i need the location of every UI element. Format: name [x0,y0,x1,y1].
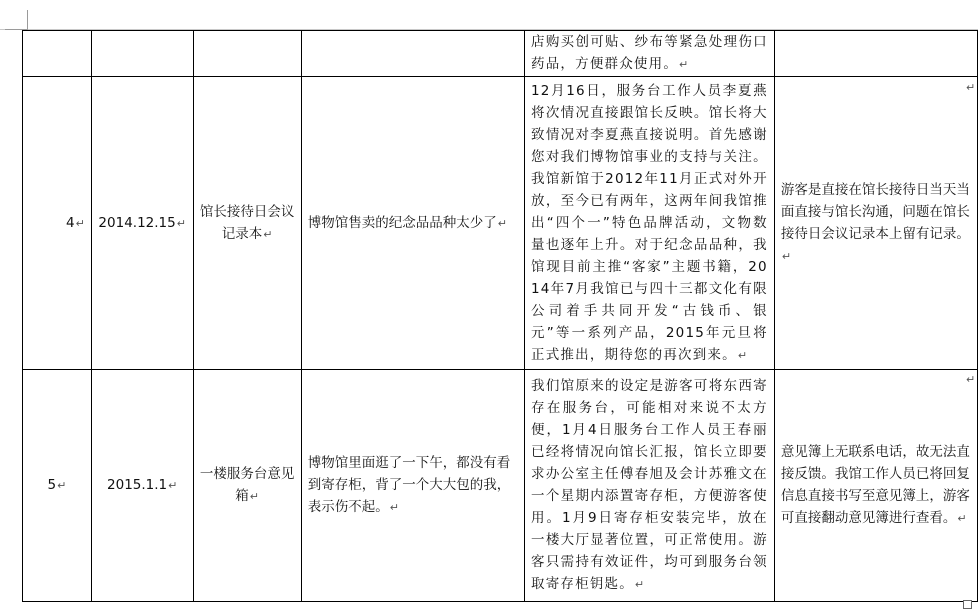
paragraph-mark: ↵ [57,479,67,492]
paragraph-mark: ↵ [389,501,399,514]
paragraph-mark: ↵ [634,578,646,591]
paragraph-mark: ↵ [781,249,792,263]
row-end-mark: ↵ [966,373,976,386]
cell-issue[interactable]: 博物馆里面逛了一下午，都没有看到寄存柜，背了一个大大包的我，表示伤不起。↵ [301,370,524,602]
paragraph-mark: ↵ [168,479,178,492]
paragraph-mark: ↵ [75,216,85,230]
cell-source[interactable]: 一楼服务台意见箱↵ [193,370,301,602]
cell-response[interactable]: 我们馆原来的设定是游客可将东西寄存在服务台，可能相对来说不太方便，1月4日服务台工作人员王春丽已经将情况向馆长汇报，馆长立即要求办公室主任傅春旭及会计苏雅文在一个星期内添置寄存柜，方便游客使用。1月9日寄存柜安装完毕，放在一楼大厅显著位置，可正常使用。游客只需持有效证件，均可到服务台领取寄存柜钥匙。↵ [525,370,775,602]
paragraph-mark: ↵ [737,348,749,362]
cell-result[interactable]: 意见簿上无联系电话，故无法直接反馈。我馆工作人员已将回复信息直接书写至意见簿上，游客可直接翻动意见簿进行查看。↵ [774,370,977,602]
table-row [23,370,978,602]
page-corner-mark [27,10,28,30]
cell-number[interactable]: 4↵ [23,77,92,370]
table-row [23,31,978,77]
feedback-table [22,30,978,602]
cell-issue[interactable] [301,31,524,77]
paragraph-mark: ↵ [957,512,967,525]
cell-result[interactable]: 游客是直接在馆长接待日当天当面直接与馆长沟通，问题在馆长接待日会议记录本上留有记录。↵ [774,77,977,370]
paragraph-mark: ↵ [497,216,507,230]
table-row [23,77,978,370]
cell-response[interactable]: 店购买创可贴、纱布等紧急处理伤口药品，方便群众使用。↵ [525,31,775,77]
paragraph-mark: ↵ [679,58,690,71]
cell-source[interactable]: 馆长接待日会议记录本↵ [193,77,301,370]
paragraph-mark: ↵ [249,490,259,503]
cell-number[interactable] [23,31,92,77]
cell-result[interactable] [774,31,977,77]
paragraph-mark: ↵ [263,227,273,241]
row-end-mark: ↵ [966,81,976,94]
cell-source[interactable] [193,31,301,77]
cell-date[interactable]: 2014.12.15↵ [91,77,193,370]
cell-date[interactable] [91,31,193,77]
paragraph-mark: ↵ [176,216,186,230]
cell-response[interactable]: 12月16日，服务台工作人员李夏燕将次情况直接跟馆长反映。馆长将大致情况对李夏燕直接说明。首先感谢您对我们博物馆事业的支持与关注。我馆新馆于2012年11月正式对外开放，至今已有两年，这两年间我馆推出“四个一”特色品牌活动，文物数量也逐年上升。对于纪念品品种，我馆现目前主推“客家”主题书籍，2014年7月我馆已与四十三都文化有限公司着手共同开发“古钱币、银元”等一系列产品，2015年元旦将正式推出，期待您的再次到来。↵ [525,77,775,370]
cell-number[interactable]: 5↵ [23,370,92,602]
cell-issue[interactable]: 博物馆售卖的纪念品品种太少了↵ [301,77,524,370]
table-end-marker [963,600,972,609]
cell-date[interactable]: 2015.1.1↵ [91,370,193,602]
